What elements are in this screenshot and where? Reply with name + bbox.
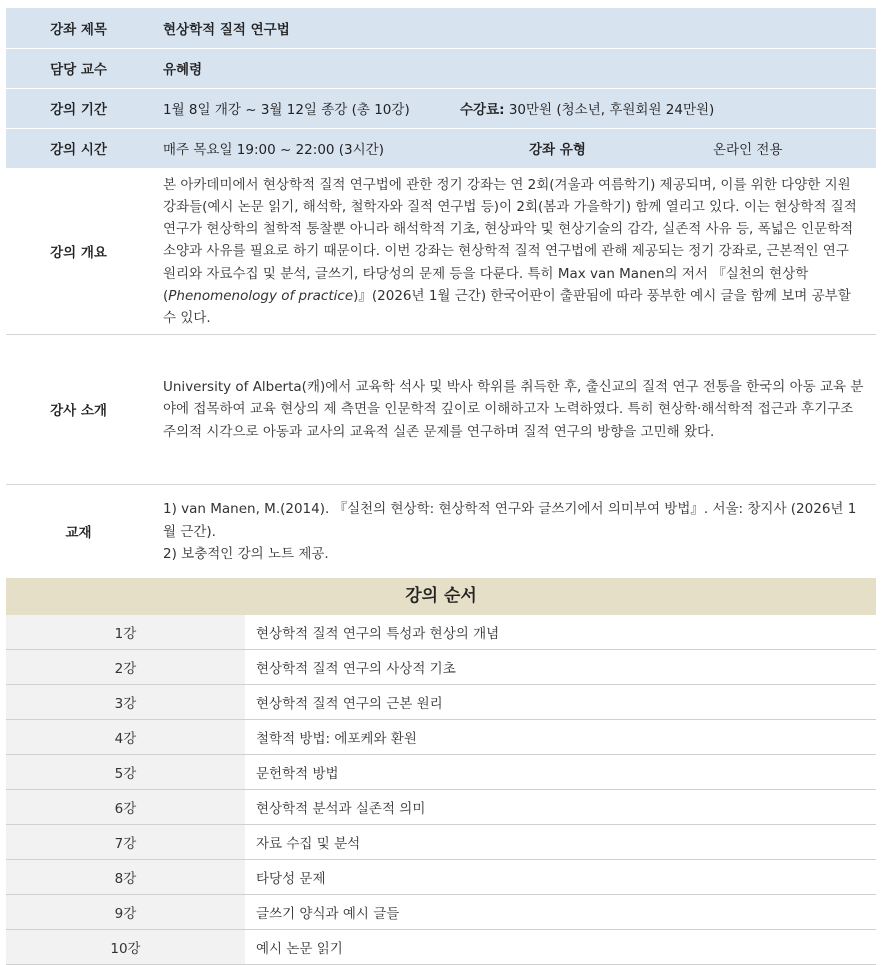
lecture-topic: 현상학적 질적 연구의 특성과 현상의 개념: [245, 615, 876, 650]
lecture-topic: 예시 논문 읽기: [245, 930, 876, 965]
schedule-row: [6, 790, 876, 825]
lecture-number: 1강: [6, 615, 245, 650]
schedule-row: [6, 825, 876, 860]
lecture-topic: 현상학적 분석과 실존적 의미: [245, 790, 876, 825]
textbook-label: 교재: [65, 525, 92, 542]
schedule-row: [6, 755, 876, 790]
row-lecturer: [6, 334, 876, 484]
lecturer-label: 강사 소개: [6, 334, 151, 484]
instructor-label: 담당 교수: [6, 48, 151, 88]
lecture-topic: 철학적 방법: 에포케와 환원: [245, 720, 876, 755]
type-value: 온라인 전용: [713, 142, 783, 158]
lecture-number: 8강: [6, 860, 245, 895]
lecture-topic: 현상학적 질적 연구의 사상적 기초: [245, 650, 876, 685]
row-instructor: [6, 48, 876, 88]
row-period: [6, 88, 876, 128]
schedule-heading: 강의 순서: [6, 578, 876, 615]
lecture-number: 10강: [6, 930, 245, 965]
time-label: 강의 시간: [6, 128, 151, 168]
row-title: [6, 8, 876, 48]
schedule-row: [6, 895, 876, 930]
schedule-row: [6, 720, 876, 755]
schedule-row: [6, 685, 876, 720]
type-label: 강좌 유형: [529, 142, 586, 158]
textbook-item: 1) van Manen, M.(2014). 『실천의 현상학: 현상학적 연구와 글쓰기에서 의미부여 방법』. 서울: 창지사 (2026년 1월 근간).: [163, 501, 857, 540]
lecture-number: 6강: [6, 790, 245, 825]
schedule-row: [6, 860, 876, 895]
course-page: [6, 8, 876, 965]
lecture-number: 7강: [6, 825, 245, 860]
overview-text: 본 아카데미에서 현상학적 질적 연구법에 관한 정기 강좌는 연 2회(겨울과 여름학기) 제공되며, 이를 위한 다양한 지원 강좌들(예시 논문 읽기, 해석학, 철학자와 질적 연구법 등)이 2회(봄과 가을학기) 함께 열리고 있다. 이는 현상학적 질적 연구가 현상학의 철학적 통찰뿐 아니라 해석학적 기초, 현상파악 및 현상기술의 감각, 실존적 사유 등, 폭넓은 인문학적 소양과 사유를 필요로 하기 때문이다. 이번 강좌는 현상학적 질적 연구법에 관해 제공되는 정기 강좌로, 근본적인 연구 원리와 자료수집 및 분석, 글쓰기, 타당성의 문제 등을 다룬다. 특히 Max van Manen의 저서 『실천의 현상학(Phenomenology of practice)』(2026년 1월 근간) 한국어판이 출판됨에 따라 풍부한 예시 글을 함께 보며 공부할 수 있다.: [151, 168, 876, 334]
lecture-number: 5강: [6, 755, 245, 790]
overview-label: 강의 개요: [6, 168, 151, 334]
schedule-row: [6, 615, 876, 650]
lecture-topic: 현상학적 질적 연구의 근본 원리: [245, 685, 876, 720]
lecturer-text: University of Alberta(캐)에서 교육학 석사 및 박사 학위를 취득한 후, 출신교의 질적 연구 전통을 한국의 아동 교육 분야에 접목하여 교육 현상의 제 측면을 인문학적 깊이로 이해하고자 노력하였다. 특히 현상학·해석학적 접근과 후기구조주의적 시각으로 아동과 교사의 교육적 실존 문제를 연구하며 질적 연구의 방향을 고민해 왔다.: [151, 334, 876, 484]
fee-label: 수강료:: [460, 102, 505, 118]
course-title-label: 강좌 제목: [6, 8, 151, 48]
row-time: [6, 128, 876, 168]
course-info-table: [6, 8, 876, 578]
row-textbook: [6, 484, 876, 578]
lecture-topic: 문헌학적 방법: [245, 755, 876, 790]
lecture-topic: 자료 수집 및 분석: [245, 825, 876, 860]
lecture-number: 2강: [6, 650, 245, 685]
course-title-value: 현상학적 질적 연구법: [151, 8, 876, 48]
lecture-number: 9강: [6, 895, 245, 930]
schedule-row: [6, 650, 876, 685]
time-value: 매주 목요일 19:00 ~ 22:00 (3시간): [163, 142, 384, 158]
instructor-value: 유혜령: [151, 48, 876, 88]
schedule-table: [6, 615, 876, 965]
lecture-topic: 타당성 문제: [245, 860, 876, 895]
lecture-number: 3강: [6, 685, 245, 720]
row-overview: [6, 168, 876, 334]
fee-value: 30만원 (청소년, 후원회원 24만원): [504, 102, 715, 118]
lecture-number: 4강: [6, 720, 245, 755]
period-label: 강의 기간: [6, 88, 151, 128]
textbook-item: 2) 보충적인 강의 노트 제공.: [163, 545, 329, 562]
lecture-topic: 글쓰기 양식과 예시 글들: [245, 895, 876, 930]
period-value: 1월 8일 개강 ~ 3월 12일 종강 (총 10강): [163, 102, 410, 118]
